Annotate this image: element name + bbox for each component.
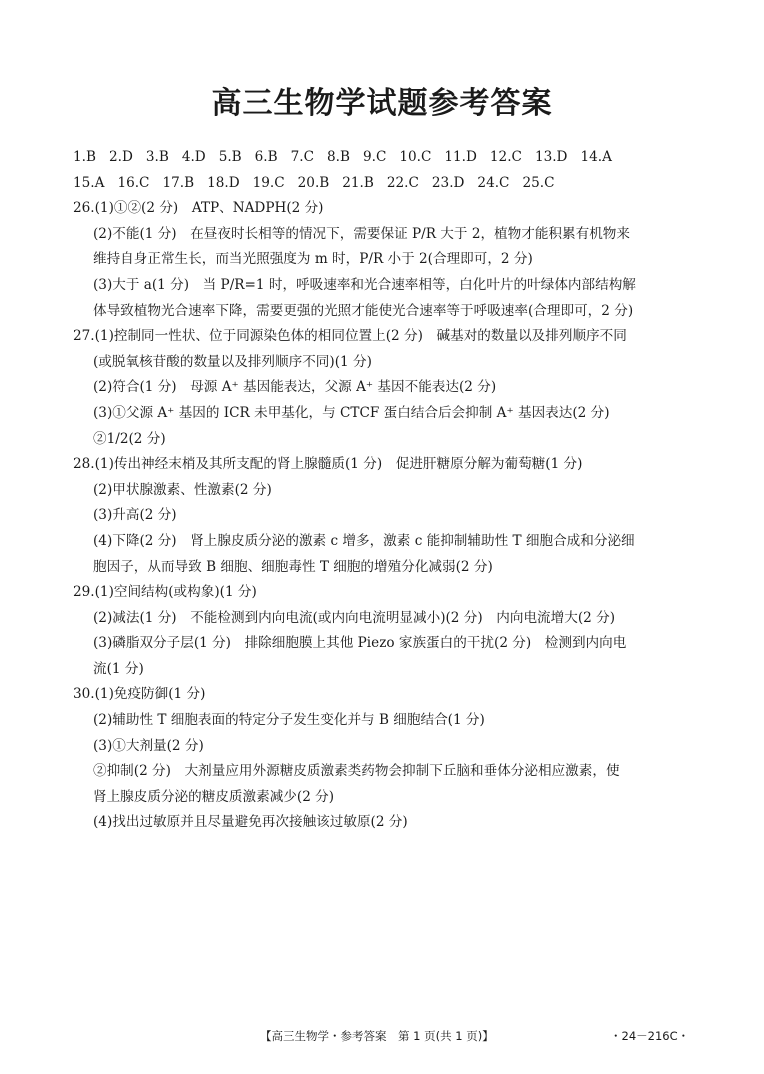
- answer-line: (3)大于 a(1 分) 当 P/R=1 时，呼吸速率和光合速率相等，白化叶片的叶绿体内部结构解: [93, 276, 636, 293]
- answer-line: 胞因子，从而导致 B 细胞、细胞毒性 T 细胞的增殖分化减弱(2 分): [93, 558, 493, 575]
- answer-line: 流(1 分): [93, 660, 144, 677]
- answer-line: (4)找出过敏原并且尽量避免再次接触该过敏原(2 分): [93, 814, 408, 831]
- mc-answer: 5.B: [218, 149, 242, 165]
- answer-line: ②抑制(2 分) 大剂量应用外源糖皮质激素类药物会抑制下丘脑和垂体分泌相应激素，使: [93, 763, 620, 780]
- mc-answer: 11.D: [444, 149, 477, 165]
- mc-answer: 1.B: [73, 149, 96, 165]
- mc-answer: 17.B: [162, 174, 195, 191]
- mc-answers-row-2: [73, 171, 703, 197]
- answer-line: 26.(1)①②(2 分) ATP、NADPH(2 分): [73, 200, 324, 217]
- mc-answer: 15.A: [73, 174, 105, 191]
- mc-answer: 20.B: [297, 174, 330, 191]
- answer-body: [73, 145, 703, 836]
- answer-line: (3)升高(2 分): [93, 507, 177, 524]
- footer-doc-code: ・24－216C・: [610, 1029, 690, 1043]
- answer-line: (2)减法(1 分) 不能检测到内向电流(或内向电流明显减小)(2 分) 内向电流增大(2 分): [93, 609, 615, 626]
- answer-line: (4)下降(2 分) 肾上腺皮质分泌的激素 c 增多，激素 c 能抑制辅助性 T 细胞合成和分泌细: [93, 532, 635, 549]
- mc-answer: 3.B: [145, 149, 169, 165]
- answer-line: (3)①父源 A⁺ 基因的 ICR 未甲基化，与 CTCF 蛋白结合后会抑制 A⁺ 基因表达(2 分): [93, 404, 610, 421]
- mc-answer: 13.D: [534, 149, 568, 165]
- answer-line: 29.(1)空间结构(或构象)(1 分): [73, 584, 257, 601]
- mc-answer: 7.C: [290, 149, 314, 165]
- answer-line: (2)辅助性 T 细胞表面的特定分子发生变化并与 B 细胞结合(1 分): [93, 712, 485, 729]
- mc-answer: 23.D: [431, 174, 465, 191]
- footer-page-info: 【高三生物学・参考答案 第 1 页(共 1 页)】: [260, 1029, 494, 1043]
- mc-answer: 25.C: [522, 174, 555, 191]
- answer-line: (2)符合(1 分) 母源 A⁺ 基因能表达，父源 A⁺ 基因不能表达(2 分): [93, 379, 497, 396]
- answer-line: (2)不能(1 分) 在昼夜时长相等的情况下，需要保证 P/R 大于 2，植物才能积累有机物来: [93, 225, 630, 242]
- mc-answer: 12.C: [489, 149, 522, 165]
- mc-answer: 22.C: [386, 174, 419, 191]
- mc-answer: 9.C: [362, 149, 387, 165]
- mc-answer: 4.D: [181, 149, 206, 165]
- mc-answer: 19.C: [252, 174, 285, 191]
- mc-answer: 6.B: [254, 149, 278, 165]
- mc-answer: 24.C: [477, 174, 510, 191]
- answer-line: 肾上腺皮质分泌的糖皮质激素减少(2 分): [93, 788, 335, 805]
- mc-answer: 10.C: [399, 149, 432, 165]
- mc-answer: 2.D: [108, 149, 133, 165]
- mc-answers-row-1: [73, 145, 703, 171]
- answer-line: (3)①大剂量(2 分): [93, 737, 204, 754]
- answer-line: ②1/2(2 分): [93, 430, 166, 447]
- answer-line: (2)甲状腺激素、性激素(2 分): [93, 481, 272, 498]
- mc-answer: 18.D: [207, 174, 240, 191]
- answer-line: 维持自身正常生长，而当光照强度为 m 时，P/R 小于 2(合理即可，2 分): [93, 251, 533, 268]
- mc-answer: 16.C: [117, 174, 150, 191]
- answer-lines: [73, 196, 703, 836]
- mc-answer: 8.B: [327, 149, 350, 165]
- mc-answer: 14.A: [580, 149, 612, 165]
- mc-answer: 21.B: [342, 174, 374, 191]
- page-title: 高三生物学试题参考答案: [211, 86, 553, 121]
- answer-line: 27.(1)控制同一性状、位于同源染色体的相同位置上(2 分) 碱基对的数量以及排列顺序不同: [73, 328, 627, 345]
- answer-line: (3)磷脂双分子层(1 分) 排除细胞膜上其他 Piezo 家族蛋白的干扰(2 分) 检测到内向电: [93, 635, 627, 652]
- answer-line: 30.(1)免疫防御(1 分): [73, 686, 206, 703]
- answer-line: (或脱氧核苷酸的数量以及排列顺序不同)(1 分): [93, 353, 372, 370]
- answer-line: 体导致植物光合速率下降，需要更强的光照才能使光合速率等于呼吸速率(合理即可，2 分): [93, 302, 634, 319]
- answer-line: 28.(1)传出神经末梢及其所支配的肾上腺髓质(1 分) 促进肝糖原分解为葡萄糖(1 分): [73, 456, 583, 473]
